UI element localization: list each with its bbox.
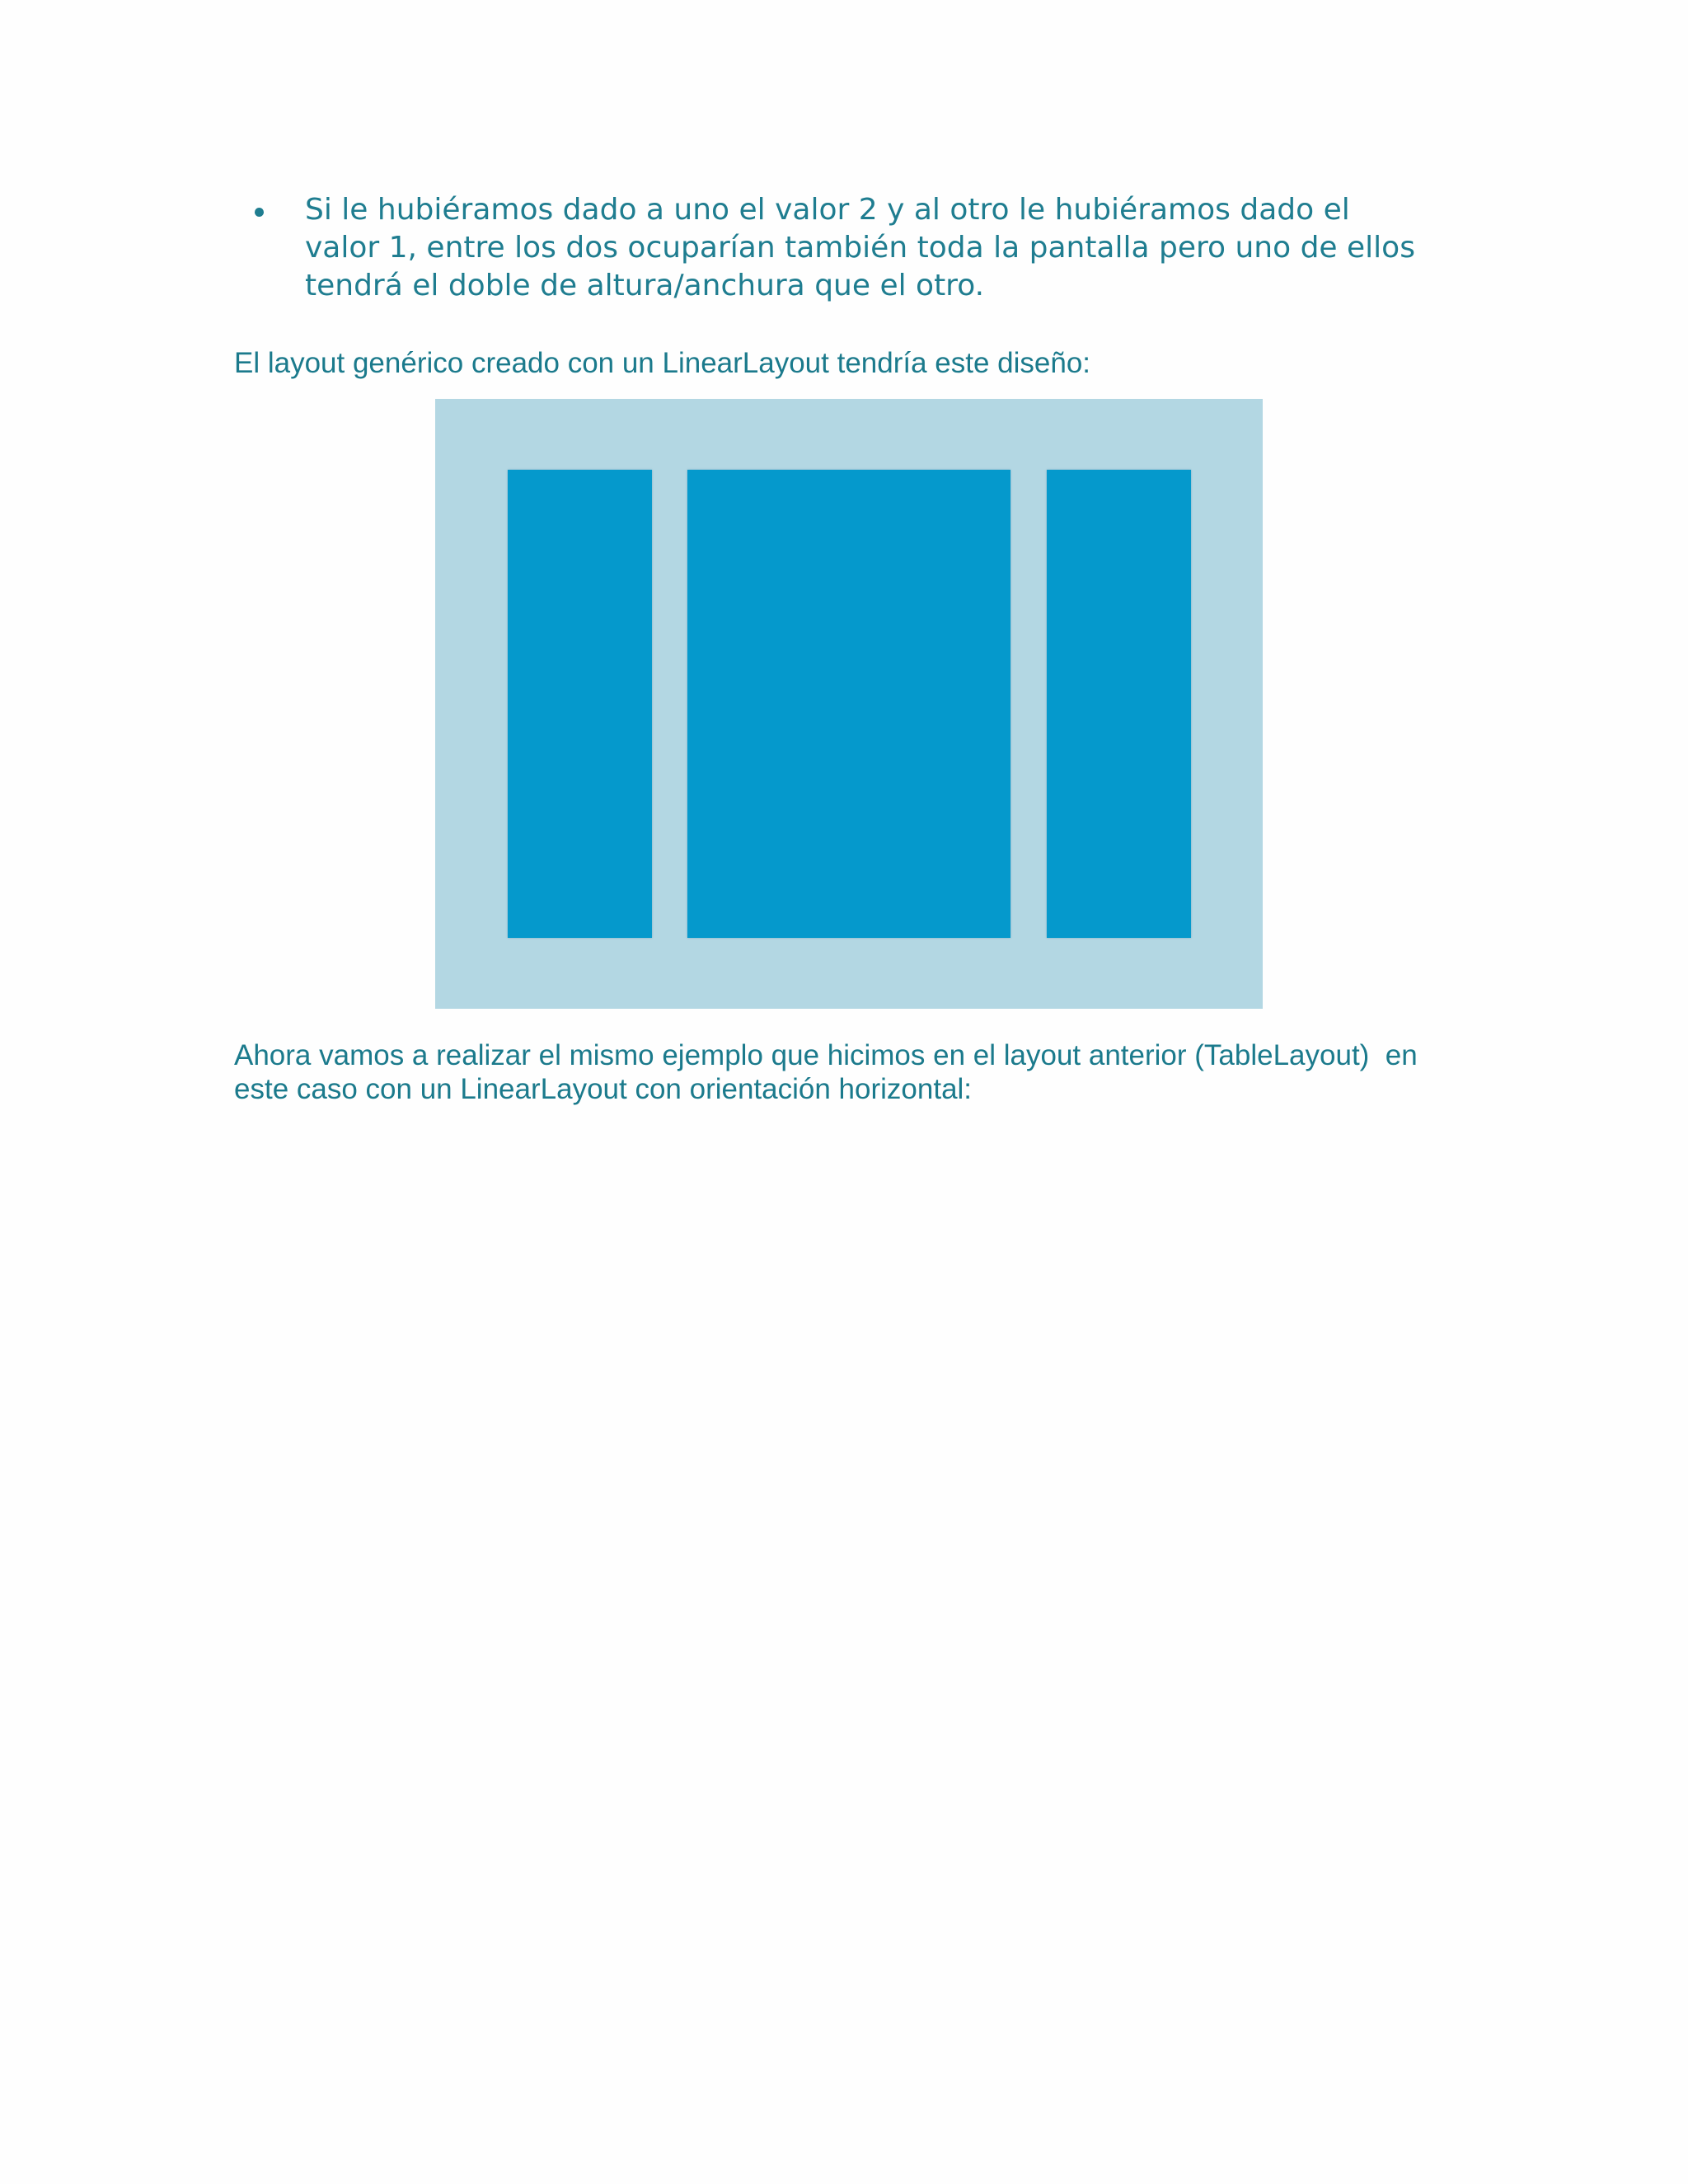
bullet-list (247, 191, 1467, 305)
example-paragraph-line-2: este caso con un LinearLayout con orientación horizontal: (234, 1073, 973, 1105)
layout-column-middle (687, 470, 1010, 938)
bullet-item (247, 191, 1467, 305)
example-paragraph-line-1: Ahora vamos a realizar el mismo ejemplo que hicimos en el layout anterior (TableLayout) en (234, 1039, 1418, 1071)
layout-column-left (508, 470, 652, 938)
bullet-line-2: valor 1, entre los dos ocuparían también toda la pantalla pero uno de ellos (305, 231, 1415, 265)
bullet-line-3: tendrá el doble de altura/anchura que el otro. (305, 269, 985, 302)
example-paragraph (234, 1038, 1487, 1106)
bullet-dot-icon (255, 208, 264, 217)
linear-layout-diagram (435, 399, 1263, 1009)
figure-intro-paragraph: El layout genérico creado con un LinearLayout tendría este diseño: (234, 347, 1091, 379)
bullet-line-1: Si le hubiéramos dado a uno el valor 2 y al otro le hubiéramos dado el (305, 193, 1350, 227)
layout-column-right (1047, 470, 1191, 938)
